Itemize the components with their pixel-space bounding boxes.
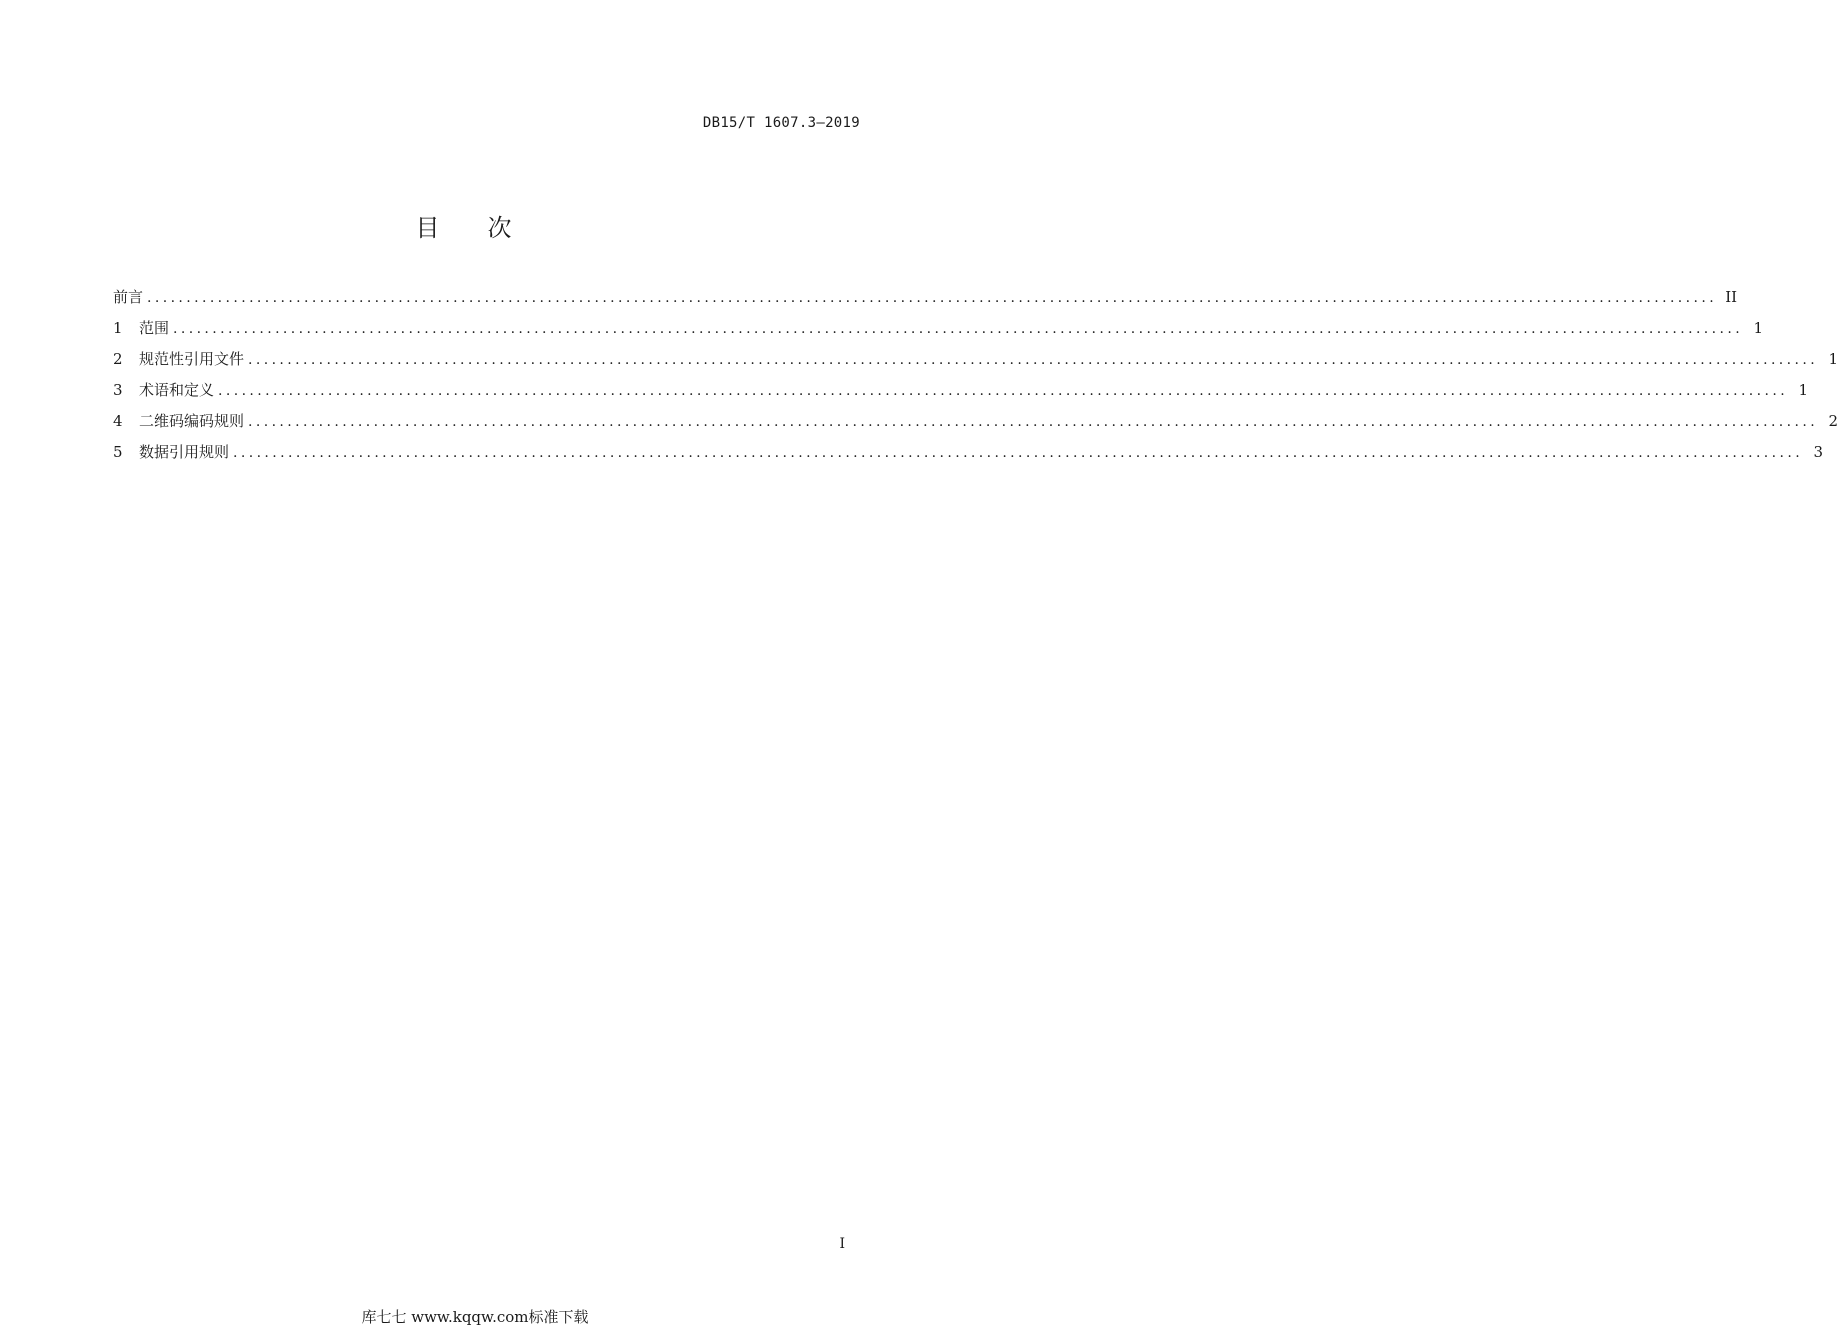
toc-item-data-reference-rules[interactable] xyxy=(113,441,1824,472)
footer-watermark-text: 库七七 www.kqqw.com标准下载 xyxy=(361,1308,589,1326)
toc-item-page: 1 xyxy=(1753,319,1764,337)
toc-item-label: 前言 xyxy=(113,288,144,306)
toc-item-page: 2 xyxy=(1828,412,1838,430)
toc-item-terms-definitions[interactable] xyxy=(113,379,1809,410)
toc-leader-dots: ........................................................................................................................................................................................................ xyxy=(147,290,1718,306)
toc-leader-dots: ........................................................................................................................................................................................................ xyxy=(173,321,1744,337)
toc-leader-dots: ........................................................................................................................................................................................................ xyxy=(233,445,1804,461)
toc-item-number: 4 xyxy=(113,412,123,430)
toc-item-number: 1 xyxy=(113,319,123,337)
toc-item-scope[interactable] xyxy=(113,317,1764,348)
toc-item-foreword[interactable] xyxy=(113,286,1738,317)
toc-item-number: 2 xyxy=(113,350,123,368)
toc-leader-dots: ........................................................................................................................................................................................................ xyxy=(248,352,1819,368)
toc-item-page: 1 xyxy=(1798,381,1809,399)
toc-item-page: 3 xyxy=(1813,443,1824,461)
toc-item-qr-encoding-rules[interactable] xyxy=(113,410,1838,441)
toc-item-normative-references[interactable] xyxy=(113,348,1838,379)
toc-item-page: 1 xyxy=(1828,350,1838,368)
table-of-contents xyxy=(113,286,1838,472)
toc-item-label: 术语和定义 xyxy=(139,381,215,399)
toc-item-page: II xyxy=(1725,288,1738,306)
toc-item-label: 规范性引用文件 xyxy=(139,350,245,368)
toc-item-label: 范围 xyxy=(139,319,170,337)
toc-item-number: 3 xyxy=(113,381,123,399)
toc-item-number: 5 xyxy=(113,443,123,461)
document-code: DB15/T 1607.3—2019 xyxy=(702,115,860,131)
page-number: I xyxy=(839,1236,845,1252)
page-title: 目次 xyxy=(415,214,560,242)
toc-item-label: 二维码编码规则 xyxy=(139,412,245,430)
toc-leader-dots: ........................................................................................................................................................................................................ xyxy=(218,383,1789,399)
toc-leader-dots: ........................................................................................................................................................................................................ xyxy=(248,414,1819,430)
toc-item-label: 数据引用规则 xyxy=(139,443,230,461)
